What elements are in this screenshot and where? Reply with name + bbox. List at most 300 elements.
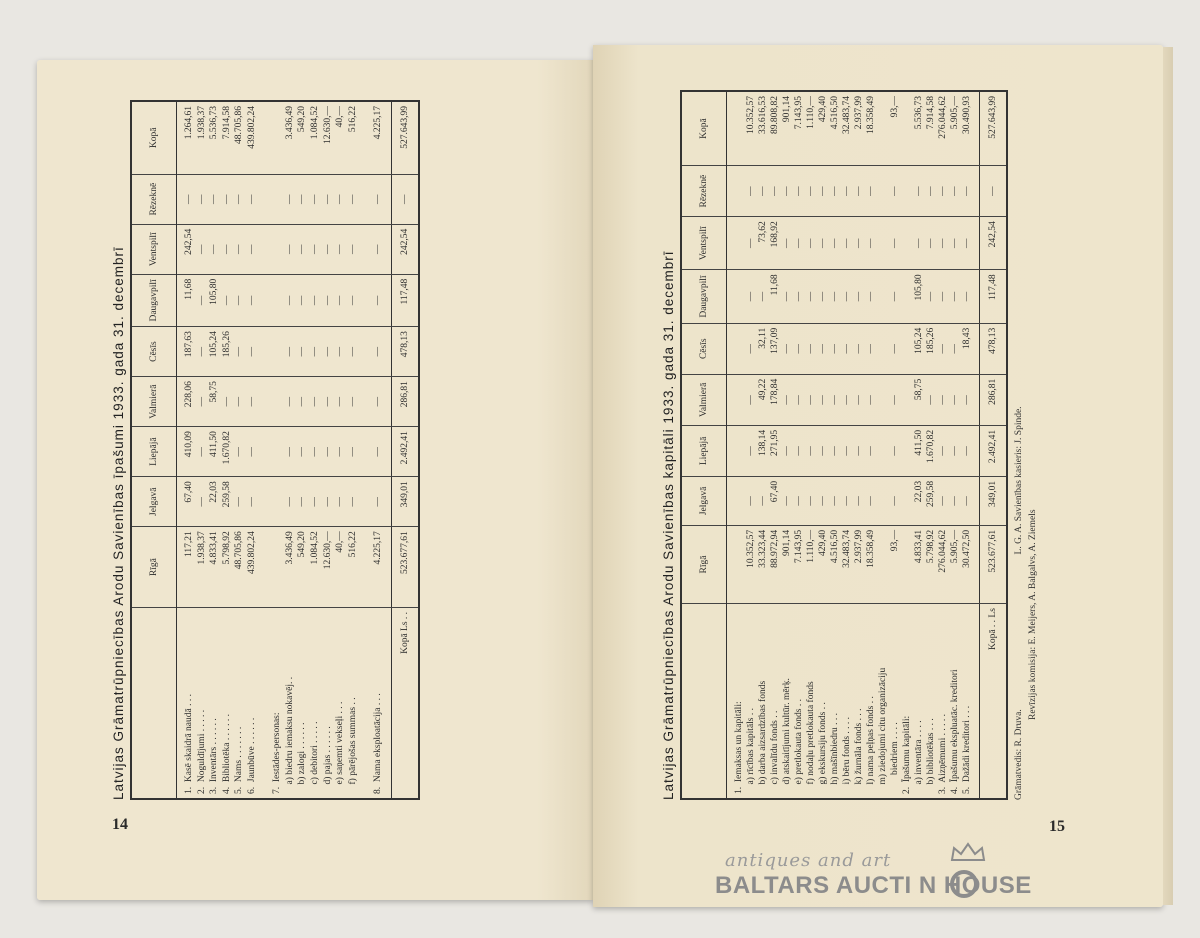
cell-value: — <box>866 186 876 196</box>
total-value: 2.492,41 <box>391 427 419 477</box>
cell-value: — <box>297 194 308 204</box>
cell-value: — <box>938 344 948 354</box>
cell-value: — <box>246 346 257 357</box>
cell-value: — <box>746 186 756 196</box>
cell-value <box>877 530 889 599</box>
right-page-number: 15 <box>1049 818 1065 835</box>
column-values <box>177 101 392 174</box>
cell-value: — <box>372 295 383 306</box>
column-values <box>727 425 980 476</box>
cell-value: 1.264,61 <box>184 106 194 140</box>
cell-value: — <box>335 496 346 507</box>
cell-value: — <box>890 395 900 405</box>
cashier-signature: L. G. A. Savienības kasieris: J. Spinde. <box>1014 406 1024 555</box>
cell-value <box>877 481 889 521</box>
watermark-tagline: antiques and art <box>725 850 892 871</box>
row-label: 1. Kasē skaidrā naudā . . . <box>184 694 194 794</box>
cell-value: 516,22 <box>347 531 358 558</box>
cell-value: — <box>830 344 840 354</box>
column-header: Rēzeknē <box>131 174 177 224</box>
total-value: 117,48 <box>980 270 1008 323</box>
row-label: 6. Jaunbūve . . . . . . <box>246 717 257 794</box>
cell-value <box>733 221 745 265</box>
row-label: 5. Dažādi kreditori . . . <box>962 705 972 794</box>
total-value: 117,48 <box>391 274 419 326</box>
right-table-block <box>658 90 1108 800</box>
cell-value: 93,— <box>890 529 900 552</box>
row-label: 3. Inventārs . . . . . . <box>209 718 220 794</box>
accountant-signature: Grāmatvedis: R. Druva. <box>1014 709 1024 800</box>
cell-value: 30.472,50 <box>962 529 972 568</box>
cell-value: 7.914,58 <box>221 106 232 140</box>
cell-value: 12.630,— <box>322 106 333 144</box>
column-values <box>177 377 392 427</box>
cell-value: — <box>246 244 257 254</box>
row-label: 3. Aizņēmumi . . . . . <box>938 714 948 794</box>
cell-value <box>359 279 372 322</box>
cell-value: 18.358,49 <box>866 96 876 134</box>
cell-value: — <box>284 346 295 357</box>
watermark-brand: BALTARS AUCTI N HOUSE <box>715 872 1032 899</box>
row-labels <box>177 607 392 799</box>
cell-value: — <box>782 344 792 354</box>
cell-value: 40,— <box>335 106 346 128</box>
cell-value: 117,21 <box>184 531 194 558</box>
cell-value <box>259 381 272 422</box>
cell-value: 105,80 <box>209 278 220 305</box>
cell-value: — <box>746 238 756 249</box>
column-header: Liepājā <box>681 425 727 476</box>
cell-value <box>359 179 372 220</box>
cell-value: — <box>866 238 876 249</box>
cell-value: — <box>830 186 840 196</box>
cell-value: 1.110,— <box>806 529 816 563</box>
cell-value: — <box>854 186 864 196</box>
cell-value: — <box>297 295 308 306</box>
cell-value <box>901 481 913 521</box>
column-header: Cēsīs <box>131 327 177 377</box>
row-label: 4. Īpašumu ekspluatāc. kreditori <box>950 669 960 794</box>
cell-value: — <box>372 244 383 254</box>
cell-value: — <box>322 295 333 306</box>
cell-value: — <box>372 446 383 457</box>
cell-value <box>901 430 913 472</box>
total-value: 286,81 <box>391 377 419 427</box>
cell-value: 168,92 <box>770 221 780 248</box>
cell-value: — <box>806 238 816 249</box>
cell-value: — <box>246 194 257 204</box>
cell-value <box>271 431 284 472</box>
cell-value <box>901 328 913 370</box>
cell-value: — <box>854 395 864 405</box>
total-value: — <box>980 166 1008 217</box>
cell-value: — <box>196 244 207 254</box>
row-label: 8. Nama eksploatācija . . . <box>372 693 383 794</box>
cell-value: — <box>890 496 900 506</box>
cell-value: — <box>806 395 816 405</box>
total-value: 2.492,41 <box>980 425 1008 476</box>
column-header: Liepājā <box>131 427 177 477</box>
cell-value <box>733 379 745 421</box>
cell-value: — <box>854 238 864 249</box>
cell-value: 7.143,95 <box>794 96 804 130</box>
cell-value: — <box>347 244 358 254</box>
cell-value <box>259 279 272 322</box>
cell-value <box>901 170 913 212</box>
cell-value: 271,95 <box>770 429 780 456</box>
cell-value: — <box>938 395 948 405</box>
cell-value: 439.802,24 <box>246 106 257 149</box>
cell-value: — <box>890 291 900 302</box>
cell-value: — <box>234 346 245 357</box>
column-values <box>177 224 392 274</box>
left-page-number: 14 <box>112 816 128 833</box>
cell-value: — <box>234 295 245 306</box>
cell-value: — <box>794 291 804 302</box>
column-header: Jelgavā <box>131 477 177 527</box>
cell-value: — <box>284 446 295 457</box>
cell-value: — <box>866 496 876 506</box>
column-values <box>177 174 392 224</box>
cell-value: — <box>818 395 828 405</box>
cell-value: — <box>866 395 876 405</box>
cell-value: — <box>950 344 960 354</box>
column-header: Rīgā <box>681 525 727 603</box>
cell-value: — <box>830 291 840 302</box>
cell-value <box>259 531 272 603</box>
cell-value: 185,26 <box>221 331 232 358</box>
cell-value: — <box>794 446 804 456</box>
cell-value: 185,26 <box>926 327 936 354</box>
cell-value: 5.798,92 <box>221 531 232 565</box>
row-label: 4. Bibliotēka . . . . . . <box>221 714 232 794</box>
cell-value: — <box>309 346 320 357</box>
column-header: Cēsīs <box>681 323 727 374</box>
cell-value: 187,63 <box>184 331 194 358</box>
cell-value: — <box>746 395 756 405</box>
cell-value: 4.833,41 <box>914 529 924 564</box>
cell-value: 259,58 <box>926 480 936 508</box>
cell-value: — <box>782 186 792 196</box>
cell-value: — <box>284 396 295 407</box>
cell-value <box>271 381 284 422</box>
total-value: 286,81 <box>980 374 1008 425</box>
column-header: Jelgavā <box>681 476 727 525</box>
cell-value: — <box>962 496 972 506</box>
cell-value: — <box>297 446 308 457</box>
cell-value: 2.937,99 <box>854 96 864 130</box>
cell-value: 7.143,95 <box>794 529 804 564</box>
cell-value: — <box>372 396 383 407</box>
row-label <box>259 612 272 794</box>
cell-value: — <box>890 186 900 196</box>
cell-value: — <box>221 194 232 204</box>
cell-value: — <box>347 446 358 457</box>
total-value: 349,01 <box>391 477 419 527</box>
cell-value: — <box>297 244 308 254</box>
cell-value: — <box>962 291 972 302</box>
cell-value <box>901 221 913 265</box>
total-row <box>391 101 419 799</box>
row-label: 5. Nams . . . . . . . <box>234 726 245 794</box>
cell-value: 33.323,44 <box>758 529 768 568</box>
cell-value: — <box>322 244 333 254</box>
cell-value: — <box>209 194 220 204</box>
column-values <box>727 270 980 323</box>
cell-value <box>877 430 889 472</box>
column-header: Kopā <box>131 101 177 174</box>
row-label: a) biedru iemaksu nokavēj. . <box>284 676 295 794</box>
cell-value: — <box>938 446 948 456</box>
cell-value: 5.905,— <box>950 96 960 130</box>
total-label: Kopā . . Ls <box>980 604 1008 799</box>
cell-value <box>877 274 889 318</box>
cell-value: — <box>347 496 358 507</box>
cell-value: — <box>196 295 207 306</box>
signature-line-1 <box>1014 90 1024 800</box>
total-value: 527.643,99 <box>980 91 1008 166</box>
cell-value: 5.536,73 <box>209 106 220 140</box>
row-label: f) pārējošas summas . . <box>347 697 358 794</box>
ring-icon <box>950 870 978 898</box>
cell-value: — <box>284 295 295 306</box>
cell-value: — <box>818 186 828 196</box>
cell-value: — <box>372 346 383 357</box>
cell-value: — <box>297 496 308 507</box>
column-values <box>177 327 392 377</box>
cell-value: — <box>335 295 346 306</box>
cell-value: — <box>758 496 768 506</box>
column-values <box>177 427 392 477</box>
cell-value <box>259 179 272 220</box>
capital-table <box>680 90 1008 800</box>
cell-value: 5.905,— <box>950 529 960 564</box>
column-values <box>727 91 980 166</box>
cell-value: 549,20 <box>297 531 308 558</box>
cell-value: 1.110,— <box>806 96 816 129</box>
cell-value: — <box>950 446 960 456</box>
row-label: d) pajas . . . . . . <box>322 726 333 794</box>
cell-value: — <box>794 496 804 506</box>
cell-value <box>359 331 372 372</box>
cell-value: — <box>782 446 792 456</box>
cell-value: — <box>746 291 756 302</box>
cell-value: 429,40 <box>818 529 828 557</box>
row-label: b) darba aizsardzības fonds <box>758 680 768 794</box>
cell-value: — <box>284 496 295 507</box>
cell-value: 228,06 <box>184 381 194 408</box>
cell-value: — <box>746 446 756 456</box>
cell-value <box>359 381 372 422</box>
cell-value: — <box>806 186 816 196</box>
row-label: f) nodaļu pretlokauta fonds <box>806 681 816 794</box>
cell-value: 105,24 <box>914 327 924 354</box>
cell-value <box>877 379 889 421</box>
cell-value: — <box>806 496 816 506</box>
total-row <box>980 91 1008 799</box>
total-label: Kopā Ls . . <box>391 607 419 799</box>
row-label: 2. Noguldījumi . . . . . <box>196 709 207 794</box>
row-label: b) zalogi . . . . . . <box>297 722 308 794</box>
cell-value: 4.225,17 <box>372 531 383 565</box>
cell-value: 901,14 <box>782 529 792 557</box>
cell-value: — <box>347 295 358 306</box>
crown-icon <box>948 842 988 862</box>
cell-value <box>877 170 889 212</box>
cell-value: 48.705,86 <box>234 106 245 144</box>
cell-value <box>901 96 913 161</box>
cell-value <box>901 530 913 599</box>
cell-value: — <box>322 346 333 357</box>
column-header: Ventspilī <box>131 224 177 274</box>
cell-value: — <box>794 238 804 249</box>
audit-commission: Revīzijas komisija: E. Meijers, A. Balgalvs, A. Ziemels <box>1028 509 1038 720</box>
cell-value: — <box>335 396 346 407</box>
cell-value: — <box>806 446 816 456</box>
cell-value: — <box>842 395 852 405</box>
row-label: a) rīcības kapitāls . . <box>746 707 756 794</box>
cell-value <box>877 96 889 161</box>
column-header: Valmierā <box>131 377 177 427</box>
cell-value: — <box>950 395 960 405</box>
cell-value: 276.044,62 <box>938 529 948 573</box>
cell-value: 2.937,99 <box>854 529 864 564</box>
cell-value: 32.483,74 <box>842 96 852 134</box>
cell-value: — <box>221 244 232 254</box>
cell-value: — <box>950 291 960 302</box>
cell-value: — <box>842 186 852 196</box>
cell-value: 3.436,49 <box>284 106 295 140</box>
cell-value: — <box>196 396 207 407</box>
cell-value: 411,50 <box>209 431 220 457</box>
column-header: Rēzeknē <box>681 166 727 217</box>
cell-value <box>359 229 372 270</box>
column-values <box>177 274 392 326</box>
cell-value: 12.630,— <box>322 531 333 570</box>
cell-value <box>259 431 272 472</box>
cell-value: — <box>914 186 924 196</box>
cell-value <box>271 229 284 270</box>
cell-value: — <box>309 295 320 306</box>
cell-value <box>877 221 889 265</box>
cell-value: 5.536,73 <box>914 96 924 130</box>
cell-value: — <box>246 496 257 507</box>
cell-value: 178,84 <box>770 378 780 405</box>
cell-value: — <box>347 396 358 407</box>
row-label: i) bēru fonds . . . . <box>842 716 852 794</box>
cell-value <box>259 229 272 270</box>
cell-value: — <box>926 238 936 249</box>
cell-value: — <box>297 346 308 357</box>
cell-value: — <box>246 396 257 407</box>
cell-value: — <box>347 346 358 357</box>
cell-value: 1.084,52 <box>309 531 320 565</box>
total-value: — <box>391 174 419 224</box>
total-value: 523.677,61 <box>980 525 1008 603</box>
cell-value: — <box>284 194 295 204</box>
cell-value <box>733 481 745 521</box>
column-header: Daugavpilī <box>681 270 727 323</box>
cell-value <box>271 179 284 220</box>
cell-value: — <box>842 496 852 506</box>
cell-value <box>901 379 913 421</box>
cell-value: 4.225,17 <box>372 106 383 140</box>
cell-value: — <box>854 344 864 354</box>
cell-value: — <box>196 346 207 357</box>
cell-value: — <box>842 291 852 302</box>
cell-value: 10.352,57 <box>746 96 756 134</box>
cell-value: 4.516,50 <box>830 529 840 564</box>
cell-value: — <box>196 496 207 507</box>
cell-value: 1.938,37 <box>196 106 207 140</box>
cell-value: 4.516,50 <box>830 96 840 130</box>
cell-value <box>733 328 745 370</box>
cell-value <box>877 328 889 370</box>
cell-value: — <box>234 194 245 204</box>
cell-value: — <box>854 496 864 506</box>
row-label: c) invalīdu fonds . . <box>770 710 780 794</box>
left-page-title: Latvijas Grāmatrūpniecības Arodu Savienības īpašumi 1933. gada 31. decembrī <box>111 246 126 800</box>
cell-value: — <box>221 396 232 407</box>
cell-value: — <box>335 346 346 357</box>
cell-value: 58,75 <box>209 381 220 403</box>
cell-value: 901,14 <box>782 96 792 123</box>
column-values <box>727 374 980 425</box>
cell-value: 30.490,93 <box>962 96 972 134</box>
cell-value: 18.358,49 <box>866 529 876 568</box>
cell-value: — <box>184 194 194 204</box>
column-values <box>177 477 392 527</box>
cell-value: — <box>372 496 383 507</box>
cell-value: 429,40 <box>818 96 828 123</box>
cell-value: 4.833,41 <box>209 531 220 565</box>
cell-value: — <box>842 344 852 354</box>
cell-value: — <box>234 244 245 254</box>
cell-value: — <box>914 238 924 249</box>
table-body-row <box>727 91 980 799</box>
row-label: h) mašīnbiedru . . . <box>830 712 840 794</box>
cell-value: — <box>322 194 333 204</box>
cell-value <box>271 481 284 522</box>
cell-value: 276.044,62 <box>938 96 948 139</box>
cell-value: — <box>335 244 346 254</box>
cell-value: 67,40 <box>184 481 194 503</box>
column-values <box>177 527 392 608</box>
cell-value: — <box>322 396 333 407</box>
cell-value <box>259 331 272 372</box>
row-label: 7. Iestādes-personas: <box>272 712 283 794</box>
cell-value: — <box>818 344 828 354</box>
column-values <box>727 525 980 603</box>
cell-value: — <box>782 496 792 506</box>
row-label: 1. Iemaksas un kapitāli: <box>734 701 744 794</box>
column-values <box>727 217 980 270</box>
cell-value: — <box>806 291 816 302</box>
cell-value: 32.483,74 <box>842 529 852 568</box>
cell-value: — <box>818 238 828 249</box>
cell-value: — <box>830 395 840 405</box>
cell-value: — <box>782 291 792 302</box>
assets-table <box>130 100 420 800</box>
column-header: Daugavpilī <box>131 274 177 326</box>
cell-value: 67,40 <box>770 480 780 503</box>
row-label: 2. Īpašumu kapitāli: <box>902 715 912 794</box>
column-header: Ventspilī <box>681 217 727 270</box>
total-value: 349,01 <box>980 476 1008 525</box>
column-header: Kopā <box>681 91 727 166</box>
cell-value: — <box>794 344 804 354</box>
cell-value: — <box>794 395 804 405</box>
